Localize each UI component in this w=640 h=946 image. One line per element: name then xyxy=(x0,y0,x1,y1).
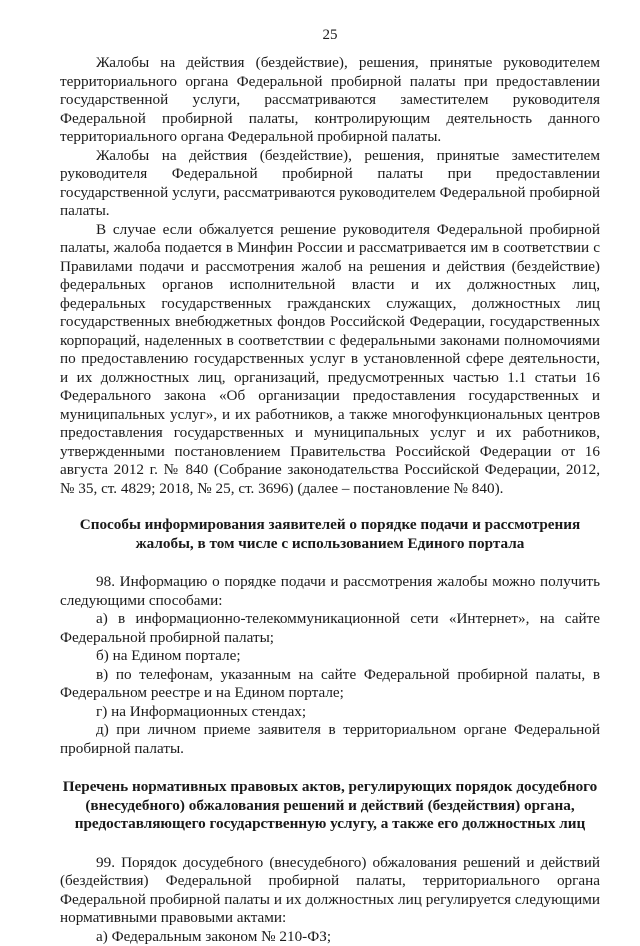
document-page xyxy=(60,26,600,946)
paragraph-99: 99. Порядок досудебного (внесудебного) обжалования решений и действий (бездействия) Федеральной пробирной палаты, территориального органа Федеральной пробирной палаты и их должностных лиц регулируется следующими нормативными правовыми актами: xyxy=(60,854,600,928)
page-number: 25 xyxy=(60,26,600,44)
paragraph-complaint-head: В случае если обжалуется решение руководителя Федеральной пробирной палаты, жалоба подается в Минфин России и рассматривается им в соответствии с Правилами подачи и рассмотрения жалоб на решения и действия (бездействие) федеральных органов исполнительной власти и их должностных лиц, федеральных государственных гражданских служащих, должностных лиц государственных внебюджетных фондов Российской Федерации, государственных корпораций, наделенных в соответствии с федеральными законами полномочиями по предоставлению государственных услуг в установленной сфере деятельности, и их должностных лиц, организаций, предусмотренных частью 1.1 статьи 16 Федерального закона «Об организации предоставления государственных и муниципальных услуг», и их работников, а также многофункциональных центров предоставления государственных и муниципальных услуг и их работников, утвержденными постановлением Правительства Российской Федерации от 16 августа 2012 г. № 840 (Собрание законодательства Российской Федерации, 2012, № 35, ст. 4829; 2018, № 25, ст. 3696) (далее – постановление № 840). xyxy=(60,221,600,499)
section-heading-regulations: Перечень нормативных правовых актов, регулирующих порядок досудебного (внесудебного) обжалования решений и действий (бездействия) органа, предоставляющего государственную услугу, а также его должностных лиц xyxy=(60,778,600,834)
list-item-b: б) на Едином портале; xyxy=(60,647,600,666)
paragraph-complaint-deputy: Жалобы на действия (бездействие), решения, принятые заместителем руководителя Федеральной пробирной палаты при предоставлении государственной услуги, рассматриваются руководителем Федеральной пробирной палаты. xyxy=(60,147,600,221)
section-regulations xyxy=(60,778,600,946)
paragraph-98: 98. Информацию о порядке подачи и рассмотрения жалобы можно получить следующими способами: xyxy=(60,573,600,610)
list-item-d: д) при личном приеме заявителя в территориальном органе Федеральной пробирной палаты. xyxy=(60,721,600,758)
list-item-a: а) в информационно-телекоммуникационной сети «Интернет», на сайте Федеральной пробирной палаты; xyxy=(60,610,600,647)
section-informing xyxy=(60,516,600,758)
list-item-law-210: а) Федеральным законом № 210-ФЗ; xyxy=(60,928,600,946)
list-item-v: в) по телефонам, указанным на сайте Федеральной пробирной палаты, в Федеральном реестре и на Едином портале; xyxy=(60,666,600,703)
list-item-g: г) на Информационных стендах; xyxy=(60,703,600,722)
paragraph-complaint-territorial: Жалобы на действия (бездействие), решения, принятые руководителем территориального органа Федеральной пробирной палаты при предоставлении государственной услуги, рассматриваются заместителем руководителя Федеральной пробирной палаты, контролирующим деятельность данного территориального органа Федеральной пробирной палаты. xyxy=(60,54,600,147)
section-heading-informing: Способы информирования заявителей о порядке подачи и рассмотрения жалобы, в том числе с использованием Единого портала xyxy=(60,516,600,553)
body-text-top xyxy=(60,54,600,498)
